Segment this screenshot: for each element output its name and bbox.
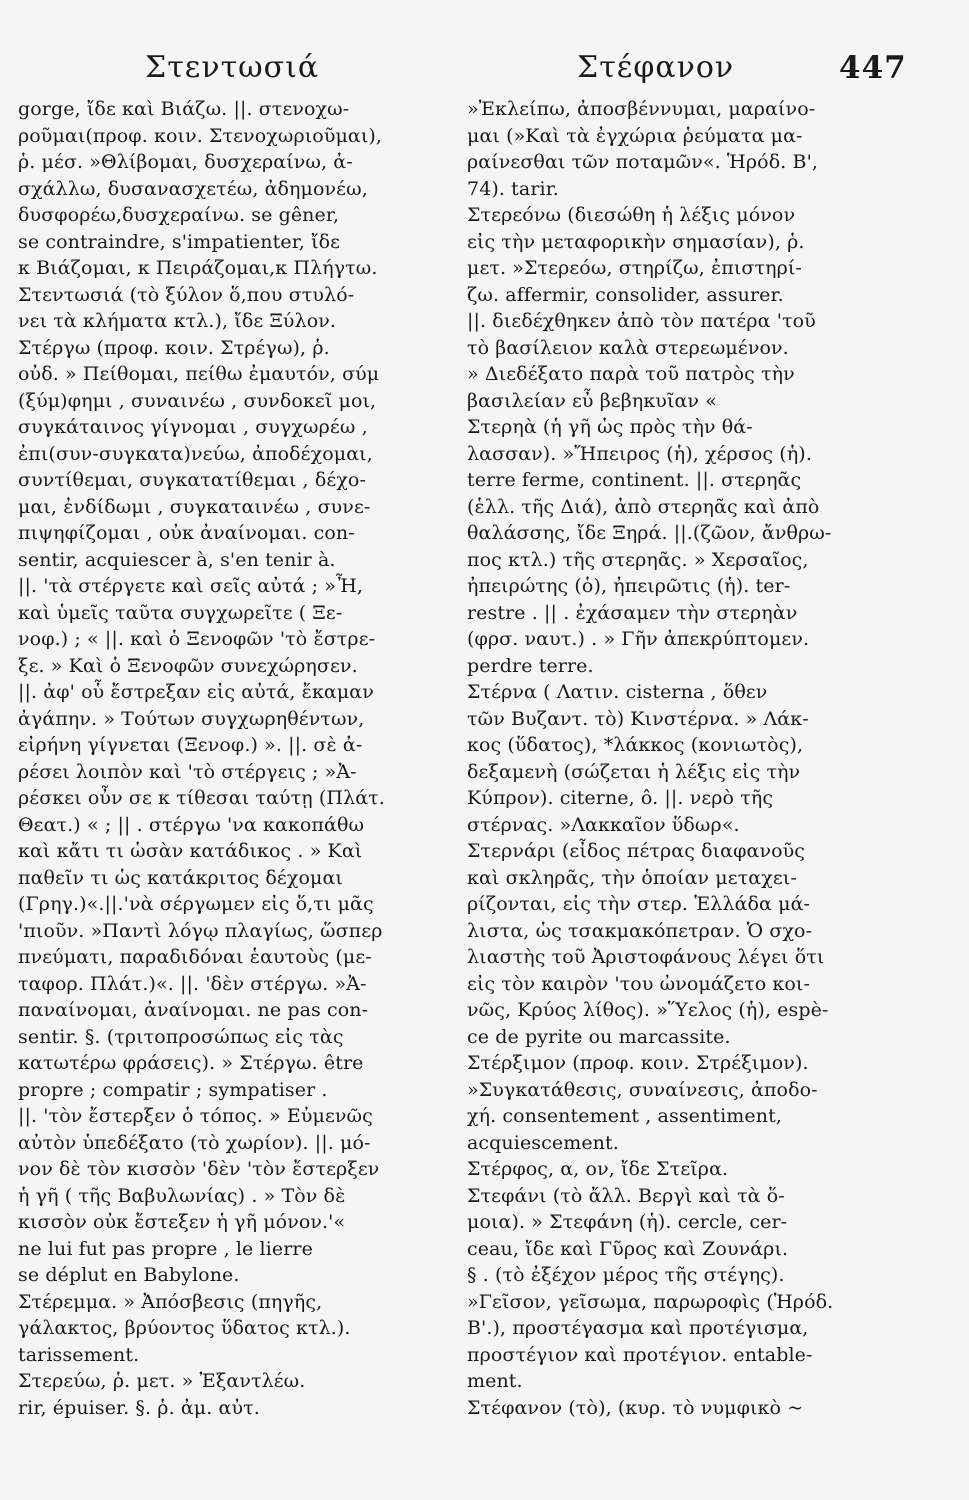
text-line: στέρνας. »Λακκαῖον ὕδωρ«.: [467, 813, 740, 836]
text-line: τὸ βασίλειον καλὰ στερεωμένον.: [467, 336, 789, 359]
text-line: εἰς τὴν μεταφορικὴν σημασίαν), ῥ.: [467, 230, 805, 253]
text-line: Στερνάρι (εἶδος πέτρας διαφανοῦς: [467, 840, 806, 862]
text-line: εἰς τὸν καιρὸν 'του ὠνομάζετο κοι-: [467, 972, 811, 995]
text-line: ταφορ. Πλάτ.)«. ||. 'δὲν στέργω. »Ἀ-: [18, 972, 367, 995]
text-line: 74). tarir.: [467, 177, 559, 200]
text-line: ρίζονται, εἰς τὴν στερ. Ἑλλάδα μά-: [467, 893, 811, 915]
text-line: Κύπρον). citerne, ô. ||. νερὸ τῆς: [467, 787, 774, 809]
text-line: εἰρήνη γίγνεται (Ξενοφ.) ». ||. σὲ ἀ-: [18, 734, 363, 756]
text-line: ||. ἀφ' οὗ ἔστρεξαν εἰς αὐτά, ἔκαμαν: [18, 681, 374, 703]
text-line: (ἑλλ. τῆς Διά), ἀπὸ στερηᾶς καὶ ἀπὸ: [467, 495, 820, 518]
text-line: se déplut en Babylone.: [18, 1264, 240, 1286]
text-line: ce de pyrite ou marcassite.: [467, 1025, 731, 1048]
text-line: καὶ σκληρᾶς, τὴν ὁποίαν μεταχει-: [467, 866, 797, 889]
text-line: παθεῖν τι ὡς κατάκριτος δέχομαι: [18, 866, 343, 889]
text-line: »Συγκατάθεσις, συναίνεσις, ἀποδο-: [467, 1078, 818, 1101]
text-line: ροῦμαι(προφ. κοιν. Στενοχωριοῦμαι),: [18, 124, 383, 147]
text-line: ||. διεδέχθηκεν ἀπὸ τὸν πατέρα 'τοῦ: [467, 310, 816, 332]
text-line: βασιλείαν εὖ βεβηκυῖαν «: [467, 389, 717, 412]
text-line: μοια). » Στεφάνη (ἡ). cercle, cer-: [467, 1211, 788, 1233]
text-line: Στεφάνι (τὸ ἄλλ. Βεργὶ καὶ τὰ ὅ-: [467, 1184, 785, 1207]
text-line: Στέφανον (τὸ), (κυρ. τὸ νυμφικὸ ~: [467, 1396, 804, 1419]
text-line: Στερηὰ (ἡ γῆ ὡς πρὸς τὴν θά-: [467, 416, 753, 438]
text-line: δυσφορέω,δυσχεραίνω. se gêner,: [18, 204, 340, 226]
text-line: § . (τὸ ἐξέχον μέρος τῆς στέγης).: [467, 1264, 785, 1286]
text-line: Στέρφος, α, ον, ἴδε Στεῖρα.: [467, 1158, 729, 1180]
text-line: αὐτὸν ὑπεδέξατο (τὸ χωρίον). ||. μό-: [18, 1131, 371, 1154]
text-line: gorge, ἴδε καὶ Βιάζω. ||. στενοχω-: [18, 98, 350, 120]
text-line: ζω. affermir, consolider, assurer.: [467, 283, 784, 306]
text-line: (φρσ. ναυτ.) . » Γῆν ἀπεκρύπτομεν.: [467, 628, 810, 650]
text-line: (Γρηγ.)«.||.'νὰ σέργωμεν εἰς ὅ,τι μᾶς: [18, 893, 374, 915]
text-line: λιαστὴς τοῦ Ἀριστοφάνους λέγει ὅτι: [467, 946, 825, 968]
text-line: Στέρεμμα. » Ἀπόσβεσις (πηγῆς,: [18, 1290, 323, 1313]
text-line: μαι, ἐνδίδωμι , συγκαταινέω , συνε-: [18, 495, 371, 518]
text-line: Στέργω (προφ. κοιν. Στρέγω), ῥ.: [18, 336, 330, 359]
text-line: Θεατ.) « ; || . στέργω 'να κακοπάθω: [18, 813, 365, 836]
text-line: μετ. »Στερεόω, στηρίζω, ἐπιστηρί-: [467, 257, 802, 279]
text-line: λιστα, ὡς τσακμακόπετραν. Ὁ σχο-: [467, 919, 813, 942]
text-line: ρέσει λοιπὸν καὶ 'τὸ στέργεις ; »Ἀ-: [18, 760, 357, 783]
text-line: ξε. » Καὶ ὁ Ξενοφῶν συνεχώρησεν.: [18, 654, 358, 677]
text-line: ῥ. μέσ. »Θλίβομαι, δυσχεραίνω, ἀ-: [18, 151, 353, 173]
right-column: [467, 96, 892, 1421]
text-line: γάλακτος, βρύοντος ὕδατος κτλ.).: [18, 1317, 351, 1339]
text-line: λασσαν). »Ἤπειρος (ἡ), χέρσος (ἡ).: [467, 442, 812, 465]
text-line: συγκάταινος γίγνομαι , συγχωρέω ,: [18, 416, 368, 438]
text-line: νοφ.) ; « ||. καὶ ὁ Ξενοφῶν 'τὸ ἔστρε-: [18, 628, 376, 650]
text-line: Στεντωσιά (τὸ ξύλον ὅ,που στυλό-: [18, 283, 355, 306]
text-line: παναίνομαι, ἀναίνομαι. ne pas con-: [18, 999, 369, 1021]
text-line: Β'.), προστέγασμα καὶ προτέγισμα,: [467, 1317, 809, 1339]
text-line: καὶ κἄτι τι ὡσὰν κατάδικος . » Καὶ: [18, 840, 363, 862]
text-line: ἠπειρώτης (ὁ), ἠπειρῶτις (ἡ). ter-: [467, 575, 791, 597]
text-line: ἐπι(συν-συγκατα)νεύω, ἀποδέχομαι,: [18, 442, 373, 465]
text-line: σχάλλω, δυσανασχετέω, ἀδημονέω,: [18, 177, 368, 200]
text-line: (ξύμ)φημι , συναινέω , συνδοκεῖ μοι,: [18, 389, 377, 412]
text-line: propre ; compatir ; sympatiser .: [18, 1078, 328, 1101]
header-left-guide-word: Στεντωσιά: [145, 50, 320, 85]
text-line: se contraindre, s'impatienter, ἴδε: [18, 230, 341, 253]
text-line: νον δὲ τὸν κισσὸν 'δὲν 'τὸν ἔστερξεν: [18, 1158, 380, 1180]
text-line: πος κτλ.) τῆς στερηᾶς. » Χερσαῖος,: [467, 548, 809, 571]
text-line: καὶ ὑμεῖς ταῦτα συγχωρεῖτε ( Ξε-: [18, 601, 343, 624]
text-line: terre ferme, continent. ||. στερηᾶς: [467, 469, 802, 491]
text-line: acquiescement.: [467, 1131, 619, 1154]
left-column: [18, 96, 436, 1421]
text-line: πνεύματι, παραδιδόναι ἑαυτοὺς (με-: [18, 946, 372, 968]
text-line: Στέρξιμον (προφ. κοιν. Στρέξιμον).: [467, 1052, 809, 1074]
text-line: ||. 'τὰ στέργετε καὶ σεῖς αὐτά ; »Ἦ,: [18, 575, 364, 597]
text-line: κατωτέρω φράσεις). » Στέργω. être: [18, 1052, 364, 1074]
page-number: 447: [839, 50, 907, 86]
text-line: χή. consentement , assentiment,: [467, 1105, 782, 1127]
text-line: perdre terre.: [467, 654, 594, 677]
text-line: sentir. §. (τριτοπροσώπως εἰς τὰς: [18, 1025, 344, 1048]
text-line: μαι (»Καὶ τὰ ἐγχώρια ῥεύματα μα-: [467, 124, 803, 147]
page-header: [0, 50, 969, 90]
text-line: νῶς, Κρύος λίθος). »Ὕελος (ἡ), espè-: [467, 999, 829, 1021]
text-line: sentir, acquiescer à, s'en tenir à.: [18, 548, 336, 571]
text-line: ment.: [467, 1370, 523, 1392]
text-line: κος (ὕδατος), *λάκκος (κονιωτὸς),: [467, 734, 804, 756]
text-line: ceau, ἴδε καὶ Γῦρος καὶ Ζουνάρι.: [467, 1237, 789, 1260]
text-line: προστέγιον καὶ προτέγιον. entable-: [467, 1343, 813, 1366]
text-line: τῶν Βυζαντ. τὸ) Κινστέρνα. » Λάκ-: [467, 707, 809, 730]
text-line: ἀγάπην. » Τούτων συγχωρηθέντων,: [18, 707, 365, 730]
text-line: Στερεόνω (διεσώθη ἡ λέξις μόνον: [467, 204, 796, 226]
text-line: κισσὸν οὐκ ἔστεξεν ἡ γῆ μόνον.'«: [18, 1211, 346, 1233]
text-line: Στέρνα ( Λατιν. cisterna , ὅθεν: [467, 681, 768, 703]
text-line: ἡ γῆ ( τῆς Βαβυλωνίας) . » Τὸν δὲ: [18, 1184, 346, 1207]
text-line: ne lui fut pas propre , le lierre: [18, 1237, 313, 1260]
text-line: δεξαμενὴ (σώζεται ἡ λέξις εἰς τὴν: [467, 760, 801, 783]
text-line: restre . || . ἐχάσαμεν τὴν στερηὰν: [467, 601, 798, 624]
text-line: 'πιοῦν. »Παντὶ λόγῳ πλαγίως, ὥσπερ: [18, 919, 383, 942]
text-line: ρέσκει οὖν σε κ τίθεσαι ταύτῃ (Πλάτ.: [18, 787, 385, 809]
text-line: Στερεύω, ῥ. μετ. » Ἐξαντλέω.: [18, 1370, 306, 1392]
text-line: ||. 'τὸν ἔστερξεν ὁ τόπος. » Εὐμενῶς: [18, 1105, 373, 1127]
text-line: »Ἐκλείπω, ἀποσβέννυμαι, μαραίνο-: [467, 98, 816, 120]
text-line: κ Βιάζομαι, κ Πειράζομαι,κ Πλήγτω.: [18, 257, 378, 279]
text-line: »Γεῖσον, γεῖσωμα, παρωροφὶς (Ἡρόδ.: [467, 1290, 834, 1313]
text-line: ραίνεσθαι τῶν ποταμῶν«. Ἡρόδ. Β',: [467, 151, 819, 173]
text-line: tarissement.: [18, 1343, 140, 1366]
text-line: θαλάσσης, ἴδε Ξηρά. ||.(ζῶον, ἄνθρω-: [467, 522, 832, 544]
text-line: rir, épuiser. §. ῥ. ἀμ. αὐτ.: [18, 1396, 260, 1419]
text-line: » Διεδέξατο παρὰ τοῦ πατρὸς τὴν: [467, 363, 795, 385]
text-line: νει τὰ κλήματα κτλ.), ἴδε Ξύλον.: [18, 310, 337, 332]
text-line: πιψηφίζομαι , οὐκ ἀναίνομαι. con-: [18, 522, 355, 544]
text-line: οὐδ. » Πείθομαι, πείθω ἐμαυτόν, σύμ: [18, 363, 380, 385]
header-right-guide-word: Στέφανον: [577, 50, 735, 85]
text-line: συντίθεμαι, συγκατατίθεμαι , δέχο-: [18, 469, 366, 491]
